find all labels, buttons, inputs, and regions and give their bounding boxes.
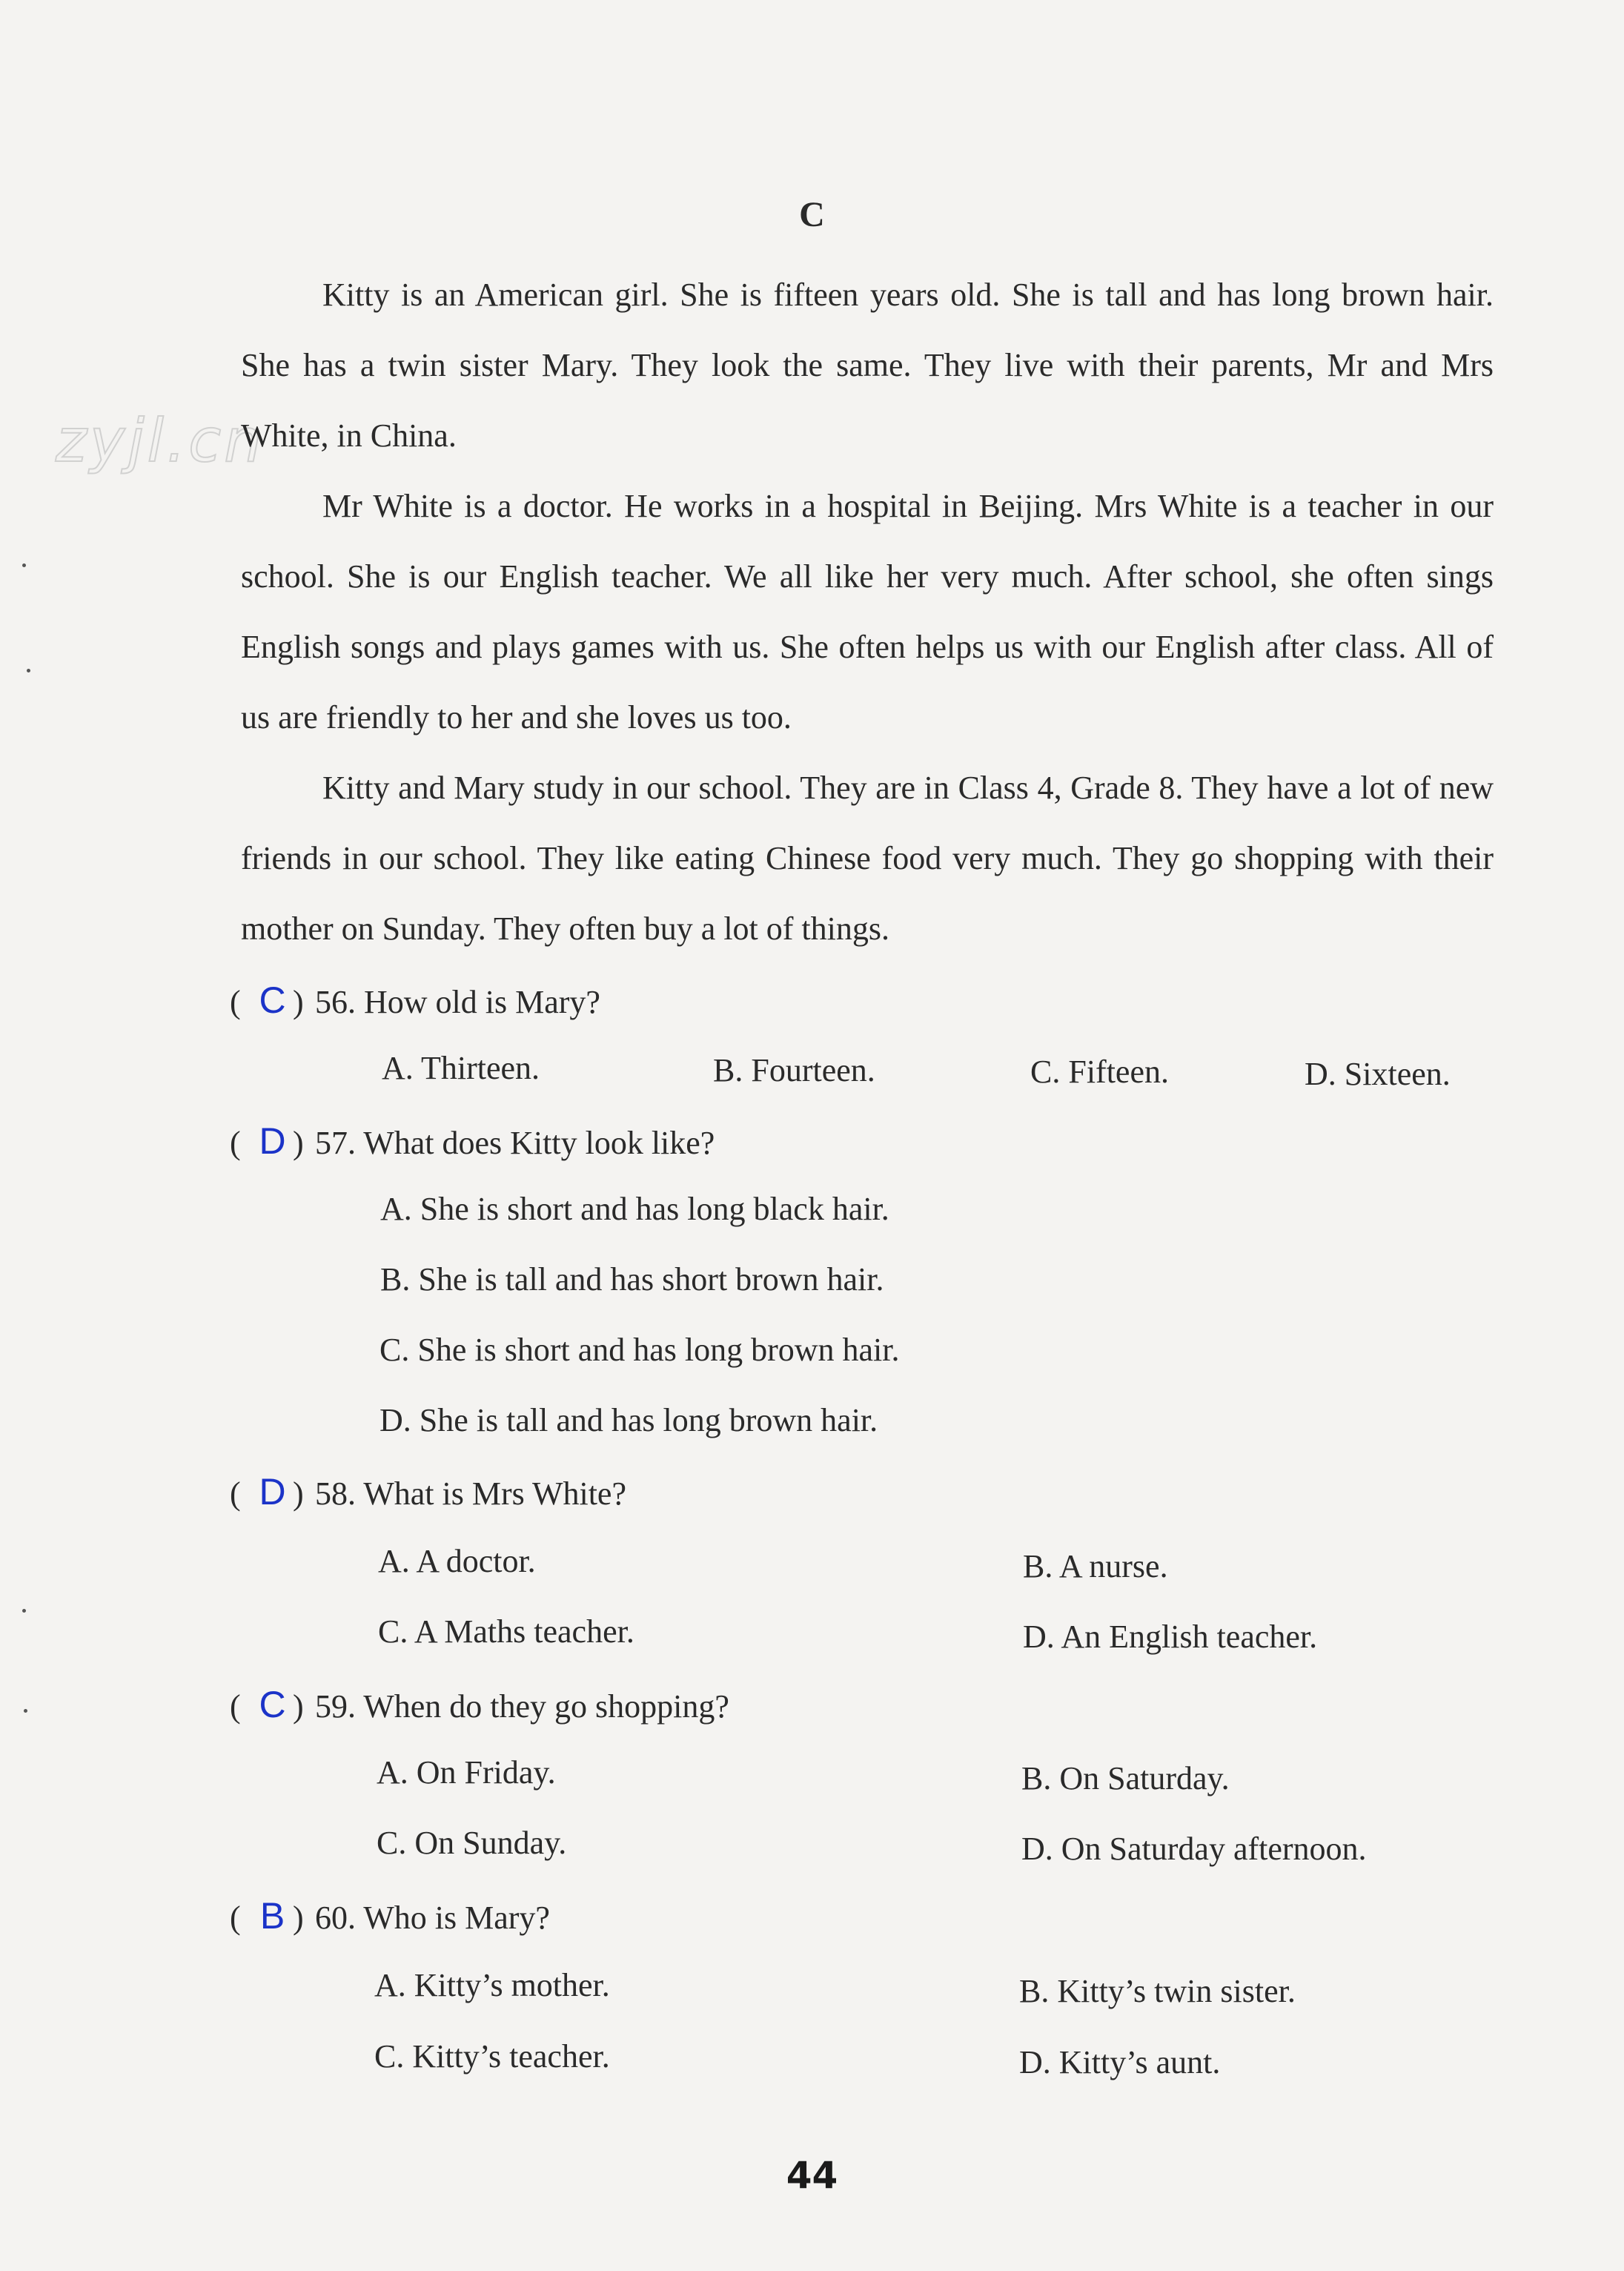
option-b: B. Fourteen. bbox=[713, 1052, 875, 1088]
answer-bracket: ( C ) bbox=[230, 979, 304, 1021]
option-b: B. She is tall and has short brown hair. bbox=[380, 1261, 884, 1298]
scan-speck bbox=[22, 1609, 26, 1613]
question-text: When do they go shopping? bbox=[363, 1688, 729, 1725]
answer-bracket: ( B ) bbox=[230, 1895, 304, 1937]
question-text: How old is Mary? bbox=[364, 984, 600, 1020]
question-60 bbox=[230, 1894, 550, 1937]
question-57 bbox=[230, 1120, 715, 1163]
answer-bracket: ( D ) bbox=[230, 1471, 304, 1513]
answer-mark: B bbox=[259, 1895, 285, 1937]
section-heading: C bbox=[799, 195, 825, 234]
question-58 bbox=[230, 1470, 626, 1513]
question-number: 60. bbox=[315, 1900, 356, 1936]
answer-mark: D bbox=[259, 1120, 286, 1162]
option-c: C. On Sunday. bbox=[377, 1825, 567, 1861]
option-a: A. A doctor. bbox=[378, 1543, 536, 1579]
scan-speck bbox=[22, 563, 26, 567]
option-c: C. She is short and has long brown hair. bbox=[380, 1332, 900, 1368]
passage-paragraph: Kitty and Mary study in our school. They are in Class 4, Grade 8. They have a lot of new friends in our school. They like eating Chinese food very much. They go shopping with their mother on Sunday. They often buy a lot of things. bbox=[241, 770, 1494, 947]
question-56 bbox=[230, 979, 600, 1022]
option-d: D. She is tall and has long brown hair. bbox=[380, 1402, 878, 1438]
option-c: C. Kitty’s teacher. bbox=[374, 2038, 610, 2075]
option-c: C. Fifteen. bbox=[1030, 1054, 1169, 1090]
question-text: What is Mrs White? bbox=[363, 1475, 626, 1512]
answer-mark: C bbox=[259, 1684, 286, 1725]
question-text: What does Kitty look like? bbox=[363, 1125, 715, 1161]
option-d: D. Sixteen. bbox=[1305, 1056, 1451, 1092]
option-a: A. Kitty’s mother. bbox=[374, 1967, 610, 2003]
question-number: 59. bbox=[315, 1688, 356, 1725]
option-b: B. Kitty’s twin sister. bbox=[1019, 1973, 1296, 2009]
option-d: D. An English teacher. bbox=[1023, 1619, 1318, 1655]
scan-speck bbox=[27, 669, 30, 672]
answer-mark: C bbox=[259, 979, 286, 1021]
answer-bracket: ( D ) bbox=[230, 1120, 304, 1162]
question-59 bbox=[230, 1683, 729, 1726]
option-a: A. Thirteen. bbox=[382, 1050, 540, 1086]
question-text: Who is Mary? bbox=[363, 1900, 550, 1936]
answer-bracket: ( C ) bbox=[230, 1684, 304, 1725]
question-number: 56. bbox=[315, 984, 356, 1020]
answer-mark: D bbox=[259, 1471, 286, 1513]
watermark-logo: zyjl.cn bbox=[56, 406, 265, 475]
question-number: 57. bbox=[315, 1125, 356, 1161]
passage-paragraph: Mr White is a doctor. He works in a hospital in Beijing. Mrs White is a teacher in our school. She is our English teacher. We all like her very much. After school, she often sings English songs and plays games with us. She often helps us with our English after class. All of us are friendly to her and she loves us too. bbox=[241, 488, 1494, 735]
option-a: A. She is short and has long black hair. bbox=[380, 1191, 889, 1227]
option-c: C. A Maths teacher. bbox=[378, 1613, 634, 1650]
passage-paragraph: Kitty is an American girl. She is fifteen years old. She is tall and has long brown hair. She has a twin sister Mary. They look the same. They live with their parents, Mr and Mrs White, in China. bbox=[241, 277, 1494, 454]
option-d: D. Kitty’s aunt. bbox=[1019, 2044, 1221, 2080]
reading-passage bbox=[241, 260, 1494, 964]
question-number: 58. bbox=[315, 1475, 356, 1512]
option-b: B. A nurse. bbox=[1023, 1548, 1168, 1584]
option-a: A. On Friday. bbox=[377, 1754, 556, 1791]
scan-speck bbox=[24, 1709, 27, 1713]
option-d: D. On Saturday afternoon. bbox=[1021, 1831, 1367, 1867]
option-b: B. On Saturday. bbox=[1021, 1760, 1230, 1796]
page-number: 44 bbox=[786, 2154, 838, 2197]
